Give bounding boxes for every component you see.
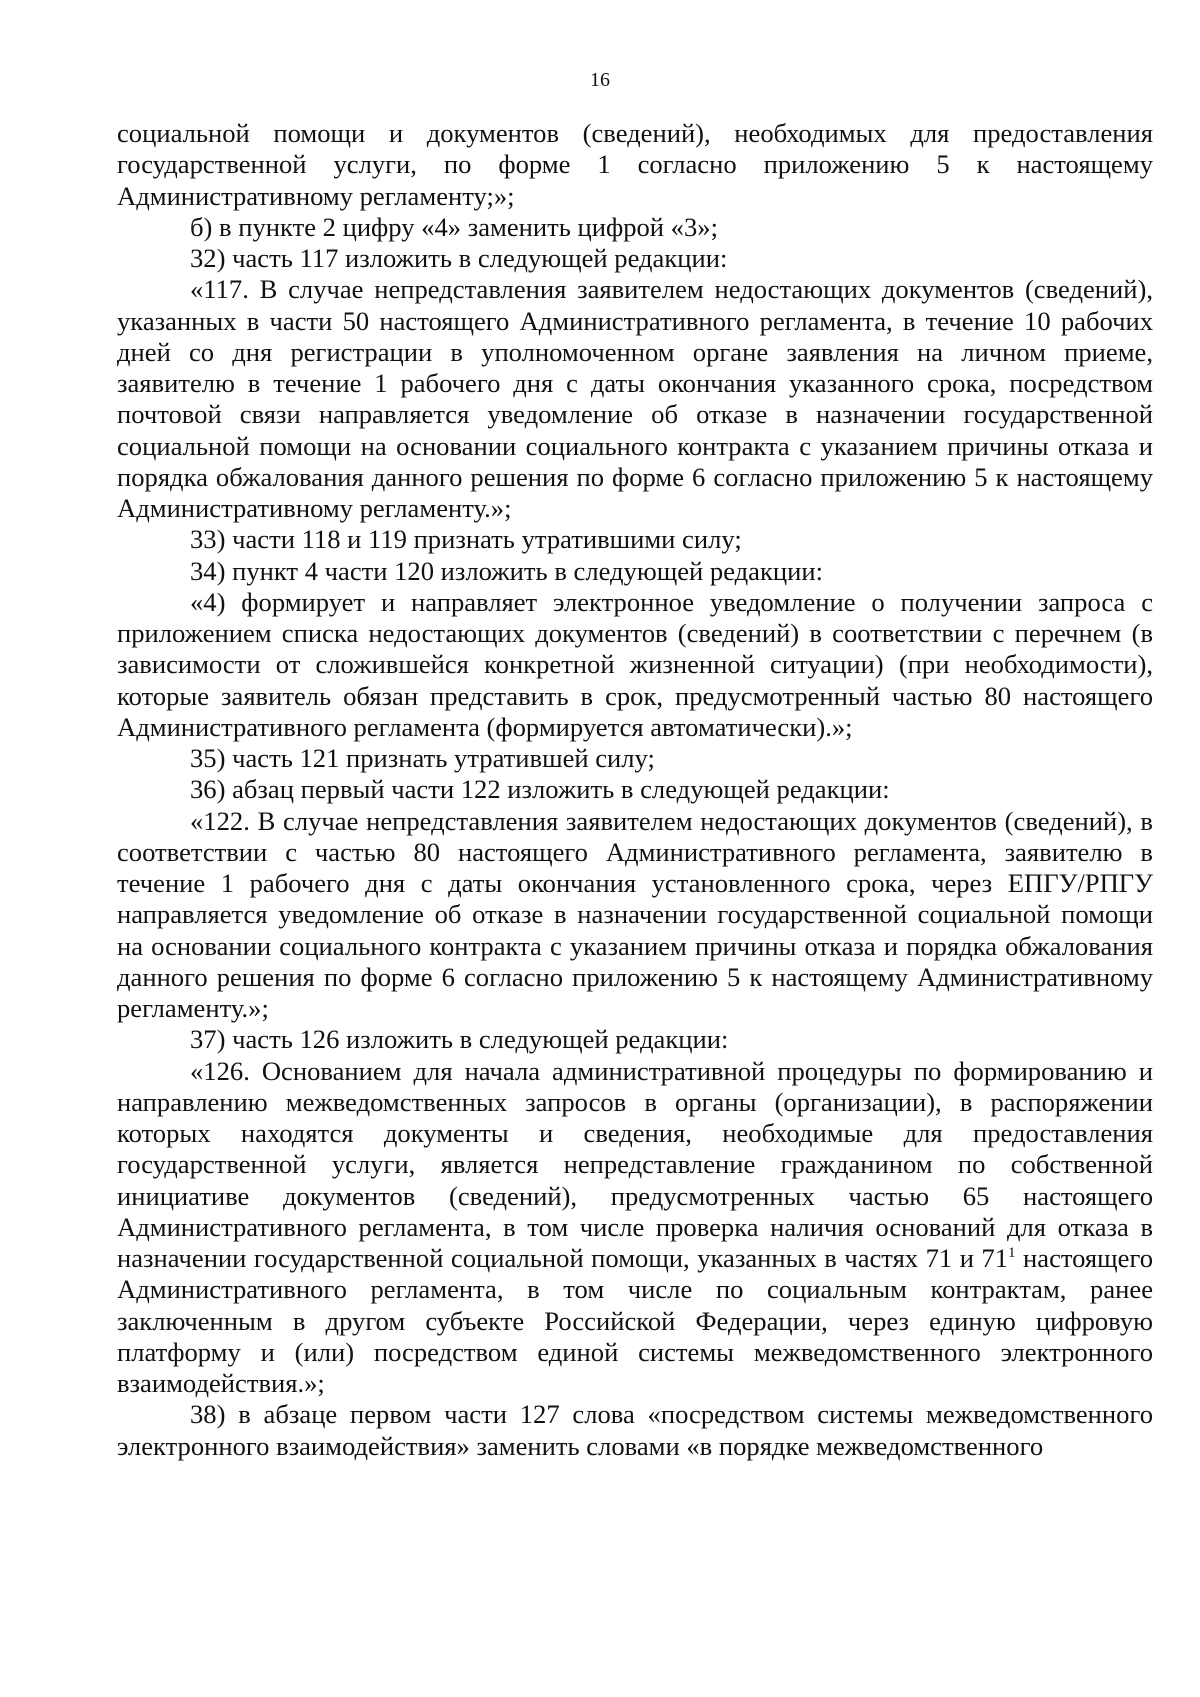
paragraph-item-33: 33) части 118 и 119 признать утратившими силу; [190, 524, 742, 555]
paragraph-item-32: 32) часть 117 изложить в следующей редакции: [190, 243, 728, 273]
paragraph-item-38: 38) в абзаце первом части 127 слова «посредством системы межведомственного электронного взаимодействия» заменить словами «в порядке межведомственного [117, 1399, 1153, 1461]
page-number: 16 [590, 69, 610, 91]
paragraph-part-126-text-end: настоящего Административного регламента, в том числе по социальным контрактам, ранее заключенным в другом субъекте Российской Федерации, через единую цифровую платформу и (или) посредством единой системы межведомственного электронного взаимодействия.»; [117, 1243, 1153, 1398]
document-body [117, 118, 1153, 1462]
paragraph-item-35: 35) часть 121 признать утратившей силу; [190, 743, 655, 773]
paragraph-item-34: 34) пункт 4 части 120 изложить в следующей редакции: [190, 555, 823, 586]
superscript-index: 1 [1008, 1245, 1016, 1262]
paragraph-part-117: «117. В случае непредставления заявителем недостающих документов (сведений), указанных в части 50 настоящего Административного регламента, в течение 10 рабочих дней со дня регистрации в уполномоченном органе заявления на личном приеме, заявителю в течение 1 рабочего дня с даты окончания указанного срока, посредством почтовой связи направляется уведомление об отказе в назначении государственной социальной помощи на основании социального контракта с указанием причины отказа и порядка обжалования данного решения по форме 6 согласно приложению 5 к настоящему Административному регламенту.»; [117, 274, 1153, 523]
paragraph-continuation: социальной помощи и документов (сведений), необходимых для предоставления государственной услуги, по форме 1 согласно приложению 5 к настоящему Административному регламенту;»; [117, 118, 1153, 211]
paragraph-part-122: «122. В случае непредставления заявителем недостающих документов (сведений), в соответствии с частью 80 настоящего Административного регламента, заявителю в течение 1 рабочего дня с даты окончания установленного срока, через ЕПГУ/РПГУ направляется уведомление об отказе в назначении государственной социальной помощи на основании социального контракта с указанием причины отказа и порядка обжалования данного решения по форме 6 согласно приложению 5 к настоящему Административному регламенту.»; [117, 805, 1153, 1023]
paragraph-part-126-text-start: «126. Основанием для начала административной процедуры по формированию и направлению межведомственных запросов в органы (организации), в распоряжении которых находятся документы и сведения, необходимые для предоставления государственной услуги, является непредставление гражданином по собственной инициативе документов (сведений), предусмотренных частью 65 настоящего Административного регламента, в том числе проверка наличия оснований для отказа в назначении государственной социальной помощи, указанных в частях 71 и 71 [117, 1055, 1153, 1273]
paragraph-point-4: «4) формирует и направляет электронное уведомление о получении запроса с приложением списка недостающих документов (сведений) в соответствии с перечнем (в зависимости от сложившейся конкретной жизненной ситуации) (при необходимости), которые заявитель обязан представить в срок, предусмотренный частью 80 настоящего Административного регламента (формируется автоматически).»; [117, 586, 1153, 742]
paragraph-item-b: б) в пункте 2 цифру «4» заменить цифрой «3»; [190, 211, 718, 242]
paragraph-item-36: 36) абзац первый части 122 изложить в следующей редакции: [190, 774, 890, 805]
paragraph-item-37: 37) часть 126 изложить в следующей редакции: [190, 1024, 729, 1055]
paragraph-part-126 [117, 1056, 1153, 1400]
